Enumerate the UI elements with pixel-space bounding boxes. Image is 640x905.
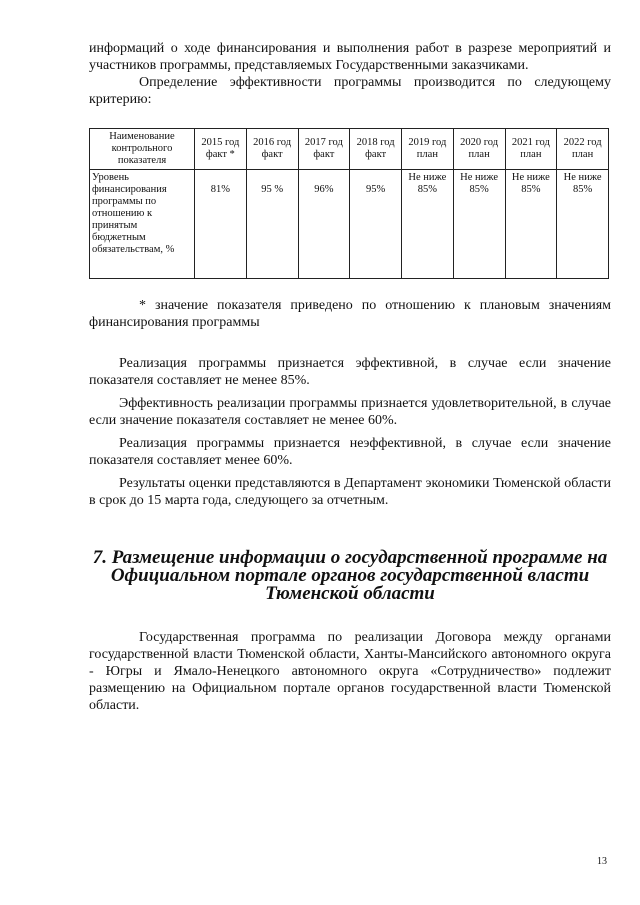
page-number: 13 [597,856,607,867]
value-2018: 95% [350,170,402,279]
header-2019: 2019 год план [402,129,454,170]
value-2017: 96% [298,170,350,279]
spacer [89,331,611,355]
header-2015: 2015 год факт * [195,129,247,170]
table-header-row [90,129,609,170]
section-7-text: Государственная программа по реализации Договора между органами государственной власти Тюменской области, Ханты-Мансийского автономного округа - Югры и Ямало-Ненецкого автономного округа «Сотрудничество» подлежит размещению на Официальном портале органов государственной власти Тюменской области. [89,630,611,713]
header-2016: 2016 год факт [246,129,298,170]
header-2017: 2017 год факт [298,129,350,170]
results-submission: Результаты оценки представляются в Департамент экономики Тюменской области в срок до 15 марта года, следующего за отчетным. [89,476,611,508]
intro-paragraph: информаций о ходе финансирования и выполнения работ в разрезе мероприятий и участников программы, представляемых Государственными заказчиками. [89,41,611,73]
value-2020: Не ниже 85% [453,170,505,279]
criterion-intro-paragraph: Определение эффективности программы производится по следующему критерию: [89,75,611,107]
header-2018: 2018 год факт [350,129,402,170]
table-row [90,170,609,279]
value-2015: 81% [195,170,247,279]
header-indicator-name: Наименование контрольного показателя [90,129,195,170]
criterion-satisfactory: Эффективность реализации программы признается удовлетворительной, в случае если значение показателя составляет не менее 60%. [89,396,611,428]
kpi-table [89,128,609,279]
table-footnote: * значение показателя приведено по отношению к плановым значениям финансирования программы [89,298,611,330]
document-page [89,40,611,714]
value-2022: Не ниже 85% [557,170,609,279]
value-2019: Не ниже 85% [402,170,454,279]
header-2020: 2020 год план [453,129,505,170]
indicator-name-cell: Уровень финансирования программы по отношению к принятым бюджетным обязательствам, % [90,170,195,279]
header-2021: 2021 год план [505,129,557,170]
header-2022: 2022 год план [557,129,609,170]
value-2021: Не ниже 85% [505,170,557,279]
value-2016: 95 % [246,170,298,279]
section-7-heading: 7. Размещение информации о государственной программе на Официальном портале органов государственной власти Тюменской области [92,547,608,604]
criterion-effective: Реализация программы признается эффективной, в случае если значение показателя составляет не менее 85%. [89,356,611,388]
criterion-ineffective: Реализация программы признается неэффективной, в случае если значение показателя составляет менее 60%. [89,436,611,468]
